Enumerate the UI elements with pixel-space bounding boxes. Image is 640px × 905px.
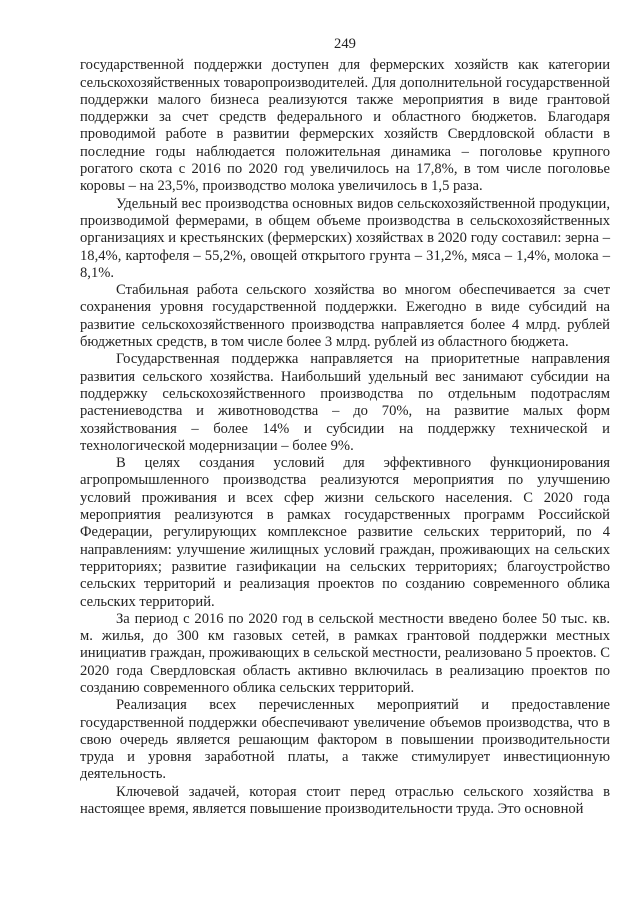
paragraph-support-priorities: Государственная поддержка направляется на приоритетные направления развития сельского хозяйства. Наибольший удельный вес занимают субсидии на поддержку сельскохозяйственного производства по отдельным подотраслям растениеводства и животноводства – до 70%, на развитие малых форм хозяйствования – более 14% и субсидии на поддержку технической и технологической модернизации – более 9%. bbox=[80, 351, 610, 454]
paragraph-rural-results: За период с 2016 по 2020 год в сельской местности введено более 50 тыс. кв. м. жилья, до 300 км газовых сетей, в рамках грантовой поддержки местных инициатив граждан, проживающих в сельской местности, реализовано 5 проектов. С 2020 года Свердловская область активно включилась в реализацию проектов по созданию современного облика сельских территорий. bbox=[80, 610, 610, 696]
paragraph-state-support-level: Стабильная работа сельского хозяйства во многом обеспечивается за счет сохранения уровня государственной поддержки. Ежегодно в виде субсидий на развитие сельскохозяйственного производства направляется более 4 млрд. рублей бюджетных средств, в том числе более 3 млрд. рублей из областного бюджета. bbox=[80, 282, 610, 351]
paragraph-production-growth: Реализация всех перечисленных мероприятий и предоставление государственной поддержки обеспечивают увеличение объемов производства, что в свою очередь является решающим фактором в повышении производительности труда и уровня заработной платы, а также стимулирует инвестиционную деятельность. bbox=[80, 697, 610, 783]
page-number: 249 bbox=[334, 36, 356, 52]
document-page bbox=[80, 36, 610, 818]
paragraph-production-share: Удельный вес производства основных видов сельскохозяйственной продукции, производимой фермерами, в общем объеме производства в сельскохозяйственных организациях и крестьянских (фермерских) хозяйствах в 2020 году составил: зерна – 18,4%, картофеля – 55,2%, овощей открытого грунта – 31,2%, мяса – 1,4%, молока – 8,1%. bbox=[80, 195, 610, 281]
paragraph-continuation: государственной поддержки доступен для фермерских хозяйств как категории сельскохозяйственных товаропроизводителей. Для дополнительной государственной поддержки малого бизнеса реализуются также мероприятия в виде грантовой поддержки за счет средств федерального и областного бюджетов. Благодаря проводимой работе в развитии фермерских хозяйств Свердловской области в последние годы наблюдается положительная динамика – поголовье крупного рогатого скота с 2016 по 2020 год увеличилось на 17,8%, в том числе поголовье коровы – на 23,5%, производство молока увеличилось в 1,5 раза. bbox=[80, 57, 610, 195]
paragraph-rural-conditions: В целях создания условий для эффективного функционирования агропромышленного производства реализуются мероприятия по улучшению условий проживания и всех сфер жизни сельского населения. С 2020 года мероприятия реализуются в рамках государственных программ Российской Федерации, регулирующих комплексное развитие сельских территорий, по 4 направлениям: улучшение жилищных условий граждан, проживающих на сельских территориях; развитие газификации на сельских территориях; благоустройство сельских территорий и реализация проектов по созданию современного облика сельских территорий. bbox=[80, 455, 610, 610]
paragraph-key-task: Ключевой задачей, которая стоит перед отраслью сельского хозяйства в настоящее время, является повышение производительности труда. Это основной bbox=[80, 783, 610, 818]
